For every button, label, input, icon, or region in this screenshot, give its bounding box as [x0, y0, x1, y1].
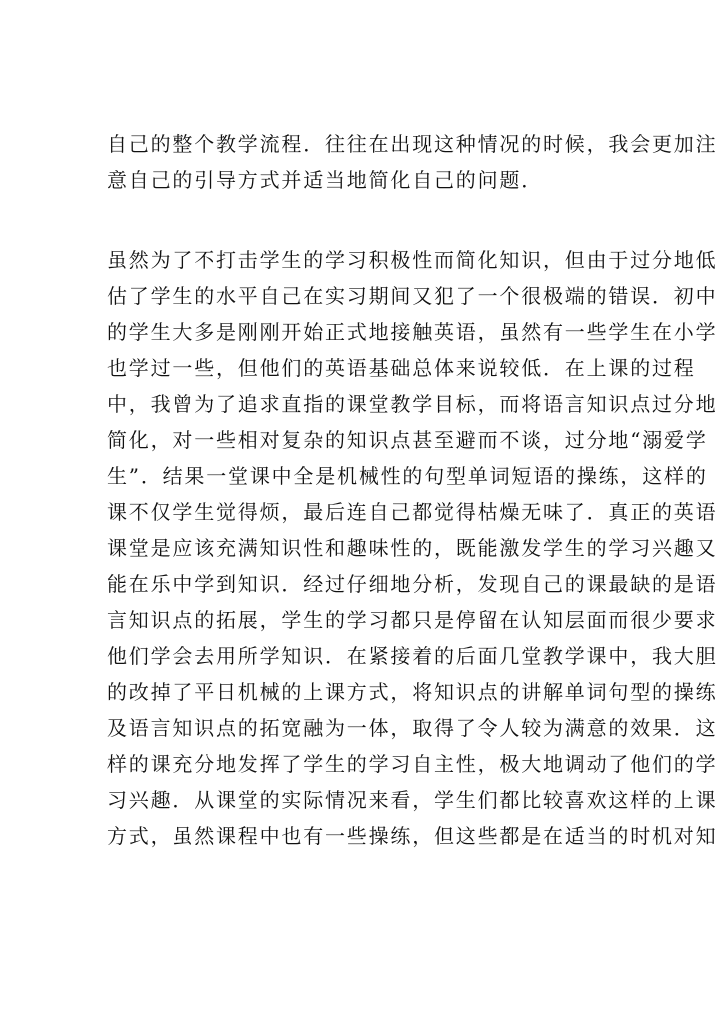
text-line: 的学生大多是刚刚开始正式地接触英语，虽然有一些学生在小学	[107, 320, 718, 344]
text-line: 中，我曾为了追求直指的课堂教学目标，而将语言知识点过分地	[107, 392, 718, 416]
text-line: 及语言知识点的拓宽融为一体，取得了令人较为满意的效果．这	[107, 716, 718, 740]
text-line: 课不仅学生觉得烦，最后连自己都觉得枯燥无味了．真正的英语	[107, 500, 718, 524]
text-line: 课堂是应该充满知识性和趣味性的，既能激发学生的学习兴趣又	[107, 536, 718, 560]
text-line: 生”．结果一堂课中全是机械性的句型单词短语的操练，这样的	[107, 464, 708, 488]
paragraph-1	[107, 126, 718, 198]
text-line: 言知识点的拓展，学生的学习都只是停留在认知层面而很少要求	[107, 608, 718, 632]
text-line: 的改掉了平日机械的上课方式，将知识点的讲解单词句型的操练	[107, 680, 718, 704]
text-line: 意自己的引导方式并适当地简化自己的问题．	[107, 168, 543, 192]
text-line: 简化，对一些相对复杂的知识点甚至避而不谈，过分地“溺爱学	[107, 428, 708, 452]
text-line: 也学过一些，但他们的英语基础总体来说较低．在上课的过程	[107, 356, 696, 380]
text-line: 自己的整个教学流程．往往在出现这种情况的时候，我会更加注	[107, 132, 718, 156]
text-line: 样的课充分地发挥了学生的学习自主性，极大地调动了他们的学	[107, 752, 718, 776]
text-line: 虽然为了不打击学生的学习积极性而简化知识，但由于过分地低	[107, 248, 718, 272]
text-line: 能在乐中学到知识．经过仔细地分析，发现自己的课最缺的是语	[107, 572, 718, 596]
text-line: 估了学生的水平自己在实习期间又犯了一个很极端的错误．初中	[107, 284, 718, 308]
text-line: 习兴趣．从课堂的实际情况来看，学生们都比较喜欢这样的上课	[107, 788, 718, 812]
text-line: 他们学会去用所学知识．在紧接着的后面几堂教学课中，我大胆	[107, 644, 718, 668]
paragraph-2	[107, 242, 718, 854]
text-line: 方式，虽然课程中也有一些操练，但这些都是在适当的时机对知	[107, 824, 718, 848]
